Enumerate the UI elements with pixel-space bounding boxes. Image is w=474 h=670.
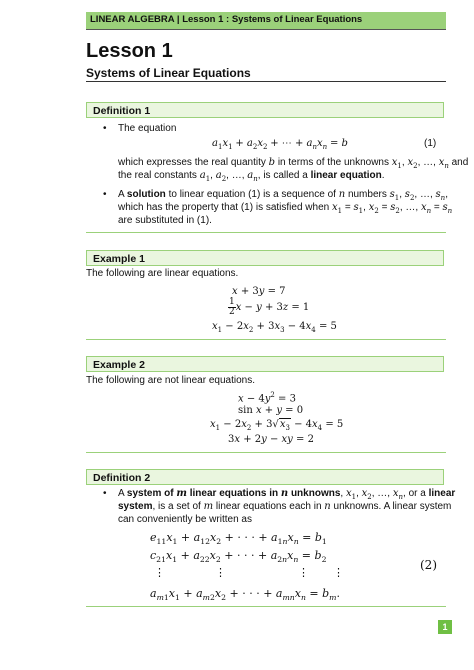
example-1-equation-1: x + 3y = 7 (232, 286, 286, 297)
def1-intro: The equation (118, 123, 177, 134)
page-number: 1 (438, 620, 452, 634)
bullet: • (103, 123, 107, 134)
example-1-equation-3: $x_1 - 2x_2 + 3x_3 - 4x_4 = 5$ (212, 321, 337, 334)
subtitle-rule (86, 81, 446, 82)
bullet: • (103, 189, 107, 200)
example-1-equation-2: $\frac{1}{2}$ x − y + 3z = 1 (229, 297, 310, 317)
system-row-1: $e_{11}x_1 + a_{12}x_2$ + · · · + $a_{1n}x_n = b_1$ (150, 531, 327, 547)
linear-equation-formula: $a_1x_1 + a_2x_2$ + ⋯ + $a_nx_n = b$ (212, 138, 348, 151)
bullet: • (103, 488, 107, 499)
example-1-intro: The following are linear equations. (86, 268, 239, 279)
system-row-dots: ⋮ ⋮ ⋮ ⋮ (154, 566, 344, 579)
equation-number-1: (1) (424, 138, 437, 149)
system-row-m: $a_{m1}x_1 + a_{m2}x_2$ + · · · + $a_{mn}x_n = b_m$. (150, 587, 340, 603)
def2-line-3: can conveniently be written as (118, 514, 252, 525)
system-row-2: $c_{21}x_1 + a_{22}x_2$ + · · · + $a_{2n}x_n = b_2$ (150, 549, 327, 565)
example-2-equation-4: 3x + 2y − xy = 2 (228, 434, 314, 445)
def1-line-1: which expresses the real quantity b in terms of the unknowns $x_1$, $x_2$, …, $x_n$ and (118, 157, 469, 170)
definition-2-rule (86, 606, 446, 607)
example-1-heading: Example 1 (86, 250, 444, 266)
def2-line-2: system, is a set of m linear equations each in n unknowns. A linear system (118, 501, 452, 512)
header-rule (86, 29, 446, 30)
def2-line-1: A system of m linear equations in n unknowns, $x_1$, $x_2$, …, $x_n$, or a linear (118, 488, 456, 501)
lesson-subtitle: Systems of Linear Equations (86, 66, 251, 80)
example-2-equation-3: $x_1 - 2x_2 + 3√x_3 - 4x_4 = 5$ (210, 419, 344, 432)
example-2-equation-1: $x - 4y^2 = 3$ (238, 391, 296, 405)
example-2-heading: Example 2 (86, 356, 444, 372)
def1-solution-line-2: which has the property that (1) is satisfied when $x_1 = s_1$, $x_2 = s_2$, …, $x_n = s_n$ (118, 202, 453, 215)
lesson-title: Lesson 1 (86, 40, 173, 62)
definition-1-rule (86, 232, 446, 233)
example-2-equation-2: sin x + y = 0 (238, 405, 304, 416)
def1-line-2: the real constants $a_1$, $a_2$, …, $a_n$, is called a linear equation. (118, 170, 385, 183)
def1-solution-line-1: A solution to linear equation (1) is a sequence of n numbers $s_1$, $s_2$, …, $s_n$, (118, 189, 448, 202)
example-2-rule (86, 452, 446, 453)
definition-1-heading: Definition 1 (86, 102, 444, 118)
example-2-intro: The following are not linear equations. (86, 375, 255, 386)
example-1-rule (86, 339, 446, 340)
running-header: LINEAR ALGEBRA | Lesson 1 : Systems of Linear Equations (90, 14, 363, 25)
def1-solution-line-3: are substituted in (1). (118, 215, 212, 226)
equation-number-2: (2) (420, 558, 437, 572)
definition-2-heading: Definition 2 (86, 469, 444, 485)
